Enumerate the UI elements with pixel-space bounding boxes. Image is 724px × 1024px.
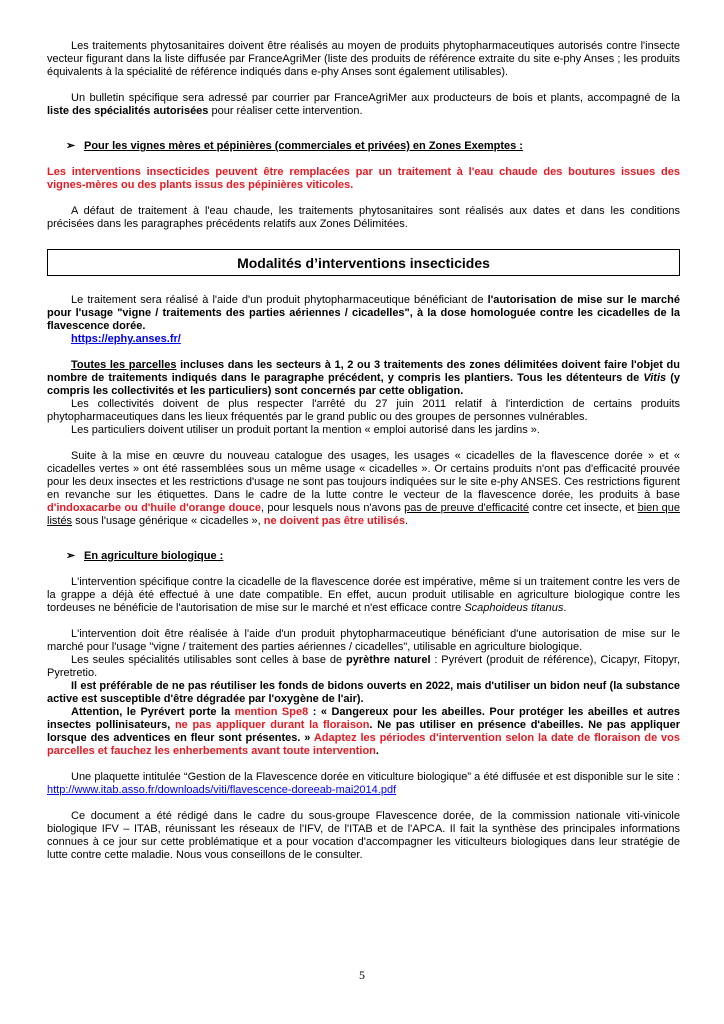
paragraph-bio-intervention: L'intervention spécifique contre la cicadelle de la flavescence dorée est impérative, même si un traitement contre les vers de la grappe a déjà été effectué à une date compatible. En effet, aucun produit utilisable en agriculture biologique contre les tordeuses ne bénéficie de l'autorisation de mise sur le marché et n'est efficace contre Scaphoideus titanus. <box>47 576 680 614</box>
section-title-box: Modalités d’interventions insecticides <box>47 249 680 276</box>
document-page <box>47 40 680 862</box>
paragraph-usage-catalogue: Suite à la mise en œuvre du nouveau catalogue des usages, les usages « cicadelles de la flavescence dorée » et « cicadelles vertes » ont été rassemblées sous un même usage « cicadelles ». Or certains produits n'ont pas d'efficacité prouvée pour les deux insectes et les restrictions d'usage ne sont pas toujours indiquées sur le site e-phy ANSES. Ces restrictions figurent en revanche sur les étiquettes. Dans le cadre de la lutte contre le vecteur de la flavescence dorée, les produits à base d'indoxacarbe ou d'huile d'orange douce, pour lesquels nous n'avons pas de preuve d'efficacité contre cet insecte, et bien que listés sous l'usage générique « cicadelles », ne doivent pas être utilisés. <box>47 450 680 527</box>
paragraph-collectivities: Les collectivités doivent de plus respecter l'arrêté du 27 juin 2011 relatif à l'interdiction de certains produits phytopharmaceutiques dans les lieux fréquentés par le grand public ou des groupes de personnes vulnérables. <box>47 398 680 423</box>
paragraph-zones-exemptes: A défaut de traitement à l'eau chaude, les traitements phytosanitaires sont réalisés aux dates et dans les conditions précisées dans les paragraphes précédents relatifs aux Zones Délimitées. <box>47 205 680 230</box>
itab-brochure-link[interactable]: http://www.itab.asso.fr/downloads/viti/flavescence-doreeab-mai2014.pdf <box>47 784 397 796</box>
paragraph-treatment-product: Le traitement sera réalisé à l'aide d'un produit phytopharmaceutique bénéficiant de l'autorisation de mise sur le marché pour l'usage "vigne / traitements des parties aériennes / cicadelles", à la dose homologuée contre les cicadelles de la flavescence dorée. <box>47 294 680 332</box>
paragraph-bio-brochure: Une plaquette intitulée “Gestion de la Flavescence dorée en viticulture biologique” a été diffusée et est disponible sur le site : http://www.itab.asso.fr/downloads/viti/flavescence-doreeab-mai2014.pdf <box>47 771 680 796</box>
paragraph-bio-bidons: Il est préférable de ne pas réutiliser les fonds de bidons ouverts en 2022, mais d'utiliser un bidon neuf (la substance active est susceptible d'être dégradée par l'oxygène de l'air). <box>47 680 680 705</box>
paragraph-bio-product: L'intervention doit être réalisée à l'aide d'un produit phytopharmaceutique bénéficiant d'une autorisation de mise sur le marché pour l'usage "vigne / traitement des parties aériennes / cicadelles", utilisable en agriculture biologique. <box>47 628 680 653</box>
authorized-list-text: liste des spécialités autorisées <box>47 105 209 117</box>
paragraph-individuals: Les particuliers doivent utiliser un produit portant la mention « emploi autorisé dans les jardins ». <box>71 424 540 436</box>
heading-zones-exemptes: ➢ Pour les vignes mères et pépinières (commerciales et privées) en Zones Exemptes : <box>66 140 523 152</box>
link-ephy-line <box>47 333 680 346</box>
arrow-bullet-icon: ➢ <box>66 550 76 562</box>
arrow-bullet-icon: ➢ <box>66 140 76 152</box>
heading-organic-farming: ➢ En agriculture biologique : <box>66 550 224 562</box>
paragraph-all-parcels: Toutes les parcelles incluses dans les secteurs à 1, 2 ou 3 traitements des zones délimitées doivent faire l'objet du nombre de traitements indiqués dans le paragraphe précédent, y compris les plantiers. Tous les détenteurs de Vitis (y compris les collectivités et les particuliers) sont concernés par cette obligation. <box>47 359 681 397</box>
paragraph-bio-document: Ce document a été rédigé dans le cadre du sous-groupe Flavescence dorée, de la commission nationale viti-vinicole biologique IFV – ITAB, réunissant les réseaux de l'IFV, de l'ITAB et de l'APCA. Il fait la synthèse des principales informations connues à ce jour sur cette problématique et a pour vocation d'accompagner les viticulteurs biologiques dans leur stratégie de lutte contre cette maladie. Nous vous conseillons de le consulter. <box>47 810 680 861</box>
page-number: 5 <box>359 968 365 982</box>
paragraph-bio-specialities: Les seules spécialités utilisables sont celles à base de pyrèthre naturel : Pyrévert (produit de référence), Cicapyr, Fitopyr, Pyretretio. <box>47 654 680 679</box>
hot-water-treatment-notice: Les interventions insecticides peuvent être remplacées par un traitement à l'eau chaude des boutures issues des vignes-mères ou des plants issus des pépinières viticoles. <box>47 166 680 191</box>
ephy-link[interactable]: https://ephy.anses.fr/ <box>71 333 181 345</box>
paragraph-bulletin: Un bulletin spécifique sera adressé par courrier par FranceAgriMer aux producteurs de bois et plants, accompagné de la liste des spécialités autorisées pour réaliser cette intervention. <box>47 92 680 117</box>
paragraph-bio-spe8: Attention, le Pyrévert porte la mention Spe8 : « Dangereux pour les abeilles. Pour protéger les abeilles et autres insectes pollinisateurs, ne pas appliquer durant la floraison. Ne pas utiliser en présence d'abeilles. Ne pas appliquer lorsque des adventices en fleur sont présentes. » Adaptez les périodes d'intervention selon la date de floraison de vos parcelles et fauchez les enherbements avant toute intervention. <box>47 706 680 757</box>
paragraph-phyto-products: Les traitements phytosanitaires doivent être réalisés au moyen de produits phytopharmaceutiques autorisés contre l'insecte vecteur figurant dans la liste diffusée par FranceAgriMer (liste des produits de référence extraite du site e-phy Anses ; les produits équivalents à la spécialité de référence indiqués dans e-phy Anses sont également utilisables). <box>47 40 680 78</box>
